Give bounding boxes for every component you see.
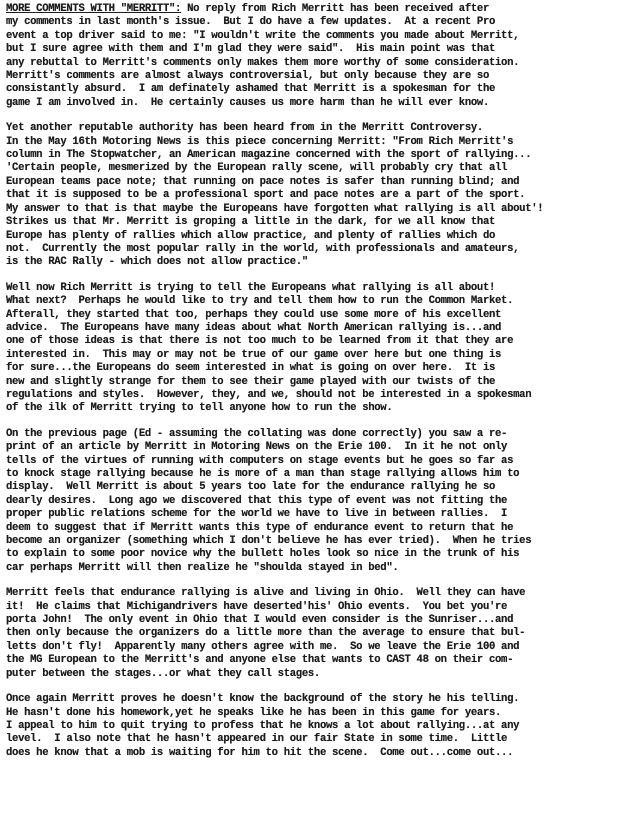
text-line: is the RAC Rally - which does not allow practice.": [6, 256, 308, 269]
text-line: display. Well Merritt is about 5 years too late for the endurance rallying he so: [6, 481, 496, 494]
text-line: print of an article by Merritt in Motoring News on the Erie 100. In it he not only: [6, 441, 508, 454]
text-line: one of those ideas is that there is not too much to be learned from it that they are: [6, 335, 514, 348]
text-line: any rebuttal to Merritt's comments only makes them more worthy of some consideration.: [6, 56, 520, 69]
text-line: European teams pace note; that running on pace notes is safer than running blind; and: [6, 175, 520, 188]
text-line: then only because the organizers do a little more than the average to ensure that bul-: [6, 627, 526, 640]
text-line: In the May 16th Motoring News is this piece concerning Merritt: "From Rich Merritt's: [6, 135, 514, 148]
article-heading: MORE COMMENTS WITH "MERRITT":: [6, 3, 182, 15]
text-line: to explain to some poor novice why the bullett holes look so nice in the trunk of his: [6, 548, 520, 561]
text-line: Strikes us that Mr. Merritt is groping a little in the dark, for we all know that: [6, 216, 496, 229]
text-line: for sure...the Europeans do seem interested in what is going on over here. It is: [6, 362, 496, 375]
text-line: He hasn't done his homework,yet he speaks like he has been in this game for years.: [6, 706, 502, 719]
text-line: Well now Rich Merritt is trying to tell the Europeans what rallying is all about!: [6, 281, 496, 294]
text-line: it! He claims that Michigandrivers have deserted'his' Ohio events. You bet you're: [6, 600, 508, 613]
paragraph-3: [6, 282, 638, 416]
text-line: letts don't fly! Apparently many others agree with me. So we leave the Erie 100 and: [6, 640, 520, 653]
text-line: event a top driver said to me: "I wouldn't write the comments you made about Merritt,: [6, 29, 520, 42]
text-line: level. I also note that he hasn't appeared in our fair State in some time. Little: [6, 733, 508, 746]
paragraph-5: [6, 587, 638, 681]
text-line: Once again Merritt proves he doesn't know the background of the story he his telling.: [6, 693, 520, 706]
text-line: dearly desires. Long ago we discovered that this type of event was not fitting the: [6, 494, 508, 507]
text-line: does he know that a mob is waiting for him to hit the scene. Come out...come out...: [6, 746, 514, 759]
text-line: but I sure agree with them and I'm glad they were said". His main point was that: [6, 43, 496, 56]
text-line: to knock stage rallying because he is more of a man than stage rallying allows him to: [6, 468, 520, 480]
paragraph-2: [6, 122, 638, 269]
text-line: of the ilk of Merritt trying to tell anyone how to run the show.: [6, 402, 393, 415]
text-line: puter between the stages...or what they call stages.: [6, 667, 320, 680]
paragraph-4: [6, 428, 638, 575]
text-line: advice. The Europeans have many ideas about what North American rallying is...and: [6, 321, 502, 334]
text-line: column in The Stopwatcher, an American magazine concerned with the sport of rallying...: [6, 149, 532, 162]
text-line: What next? Perhaps he would like to try and tell them how to run the Common Market.: [6, 295, 514, 308]
text-line: porta John! The only event in Ohio that I would even consider is the Sunriser...and: [6, 614, 514, 627]
paragraph-6: [6, 693, 638, 760]
text-line: my comments in last month's issue. But I do have a few updates. At a recent Pro: [6, 16, 496, 29]
text-line: regulations and styles. However, they, and we, should not be interested in a spokesman: [6, 388, 532, 401]
text-line: tells of the virtues of running with computers on stage events but he goes so far as: [6, 454, 514, 467]
text-line: car perhaps Merritt will then realize he "shoulda stayed in bed".: [6, 561, 399, 574]
text-line: deem to suggest that if Merritt wants this type of endurance event to return that he: [6, 521, 514, 534]
paragraph-1-line-1: MORE COMMENTS WITH "MERRITT": No reply from Rich Merritt has been received after: [6, 3, 489, 15]
text-line: Afterall, they started that too, perhaps they could use some more of his excellent: [6, 308, 502, 321]
text-line: 'Certain people, mesmerized by the European rally scene, will probably cry that all: [6, 162, 508, 175]
text-line: not. Currently the most popular rally in the world, with professionals and amateurs,: [6, 242, 520, 255]
paragraph-1: [6, 3, 638, 110]
text-line: Yet another reputable authority has been heard from in the Merritt Controversy.: [6, 122, 483, 135]
text-line: proper public relations scheme for the world we have to live in between rallies. I: [6, 508, 508, 521]
text-line: Merritt feels that endurance rallying is alive and living in Ohio. Well they can have: [6, 587, 526, 600]
text-line: Merritt's comments are almost always controversial, but only because they are so: [6, 70, 489, 83]
text-line: Europe has plenty of rallies which allow practice, and plenty of rallies which do: [6, 229, 496, 242]
text-line: interested in. This may or may not be true of our game over here but one thing is: [6, 348, 502, 361]
text-line: game I am involved in. He certainly causes us more harm than he will ever know.: [6, 96, 489, 109]
text-line: that it is supposed to be a professional sport and pace notes are a part of the sport.: [6, 189, 526, 202]
text-line: become an organizer (something which I don't believe he has ever tried). When he tries: [6, 535, 532, 548]
text-line: My answer to that is that maybe the Europeans have forgotten what rallying is all about'!: [6, 202, 544, 215]
text-line: I appeal to him to quit trying to profess that he knows a lot about rallying...at any: [6, 719, 520, 732]
text-line: new and slightly strange for them to see their game played with our twists of the: [6, 375, 496, 388]
text-line: consistantly absurd. I am definately ashamed that Merritt is a spokesman for the: [6, 83, 496, 96]
text-line: the MG European to the Merritt's and anyone else that wants to CAST 48 on their com-: [6, 654, 514, 667]
text-line: On the previous page (Ed - assuming the collating was done correctly) you saw a re-: [6, 427, 508, 440]
